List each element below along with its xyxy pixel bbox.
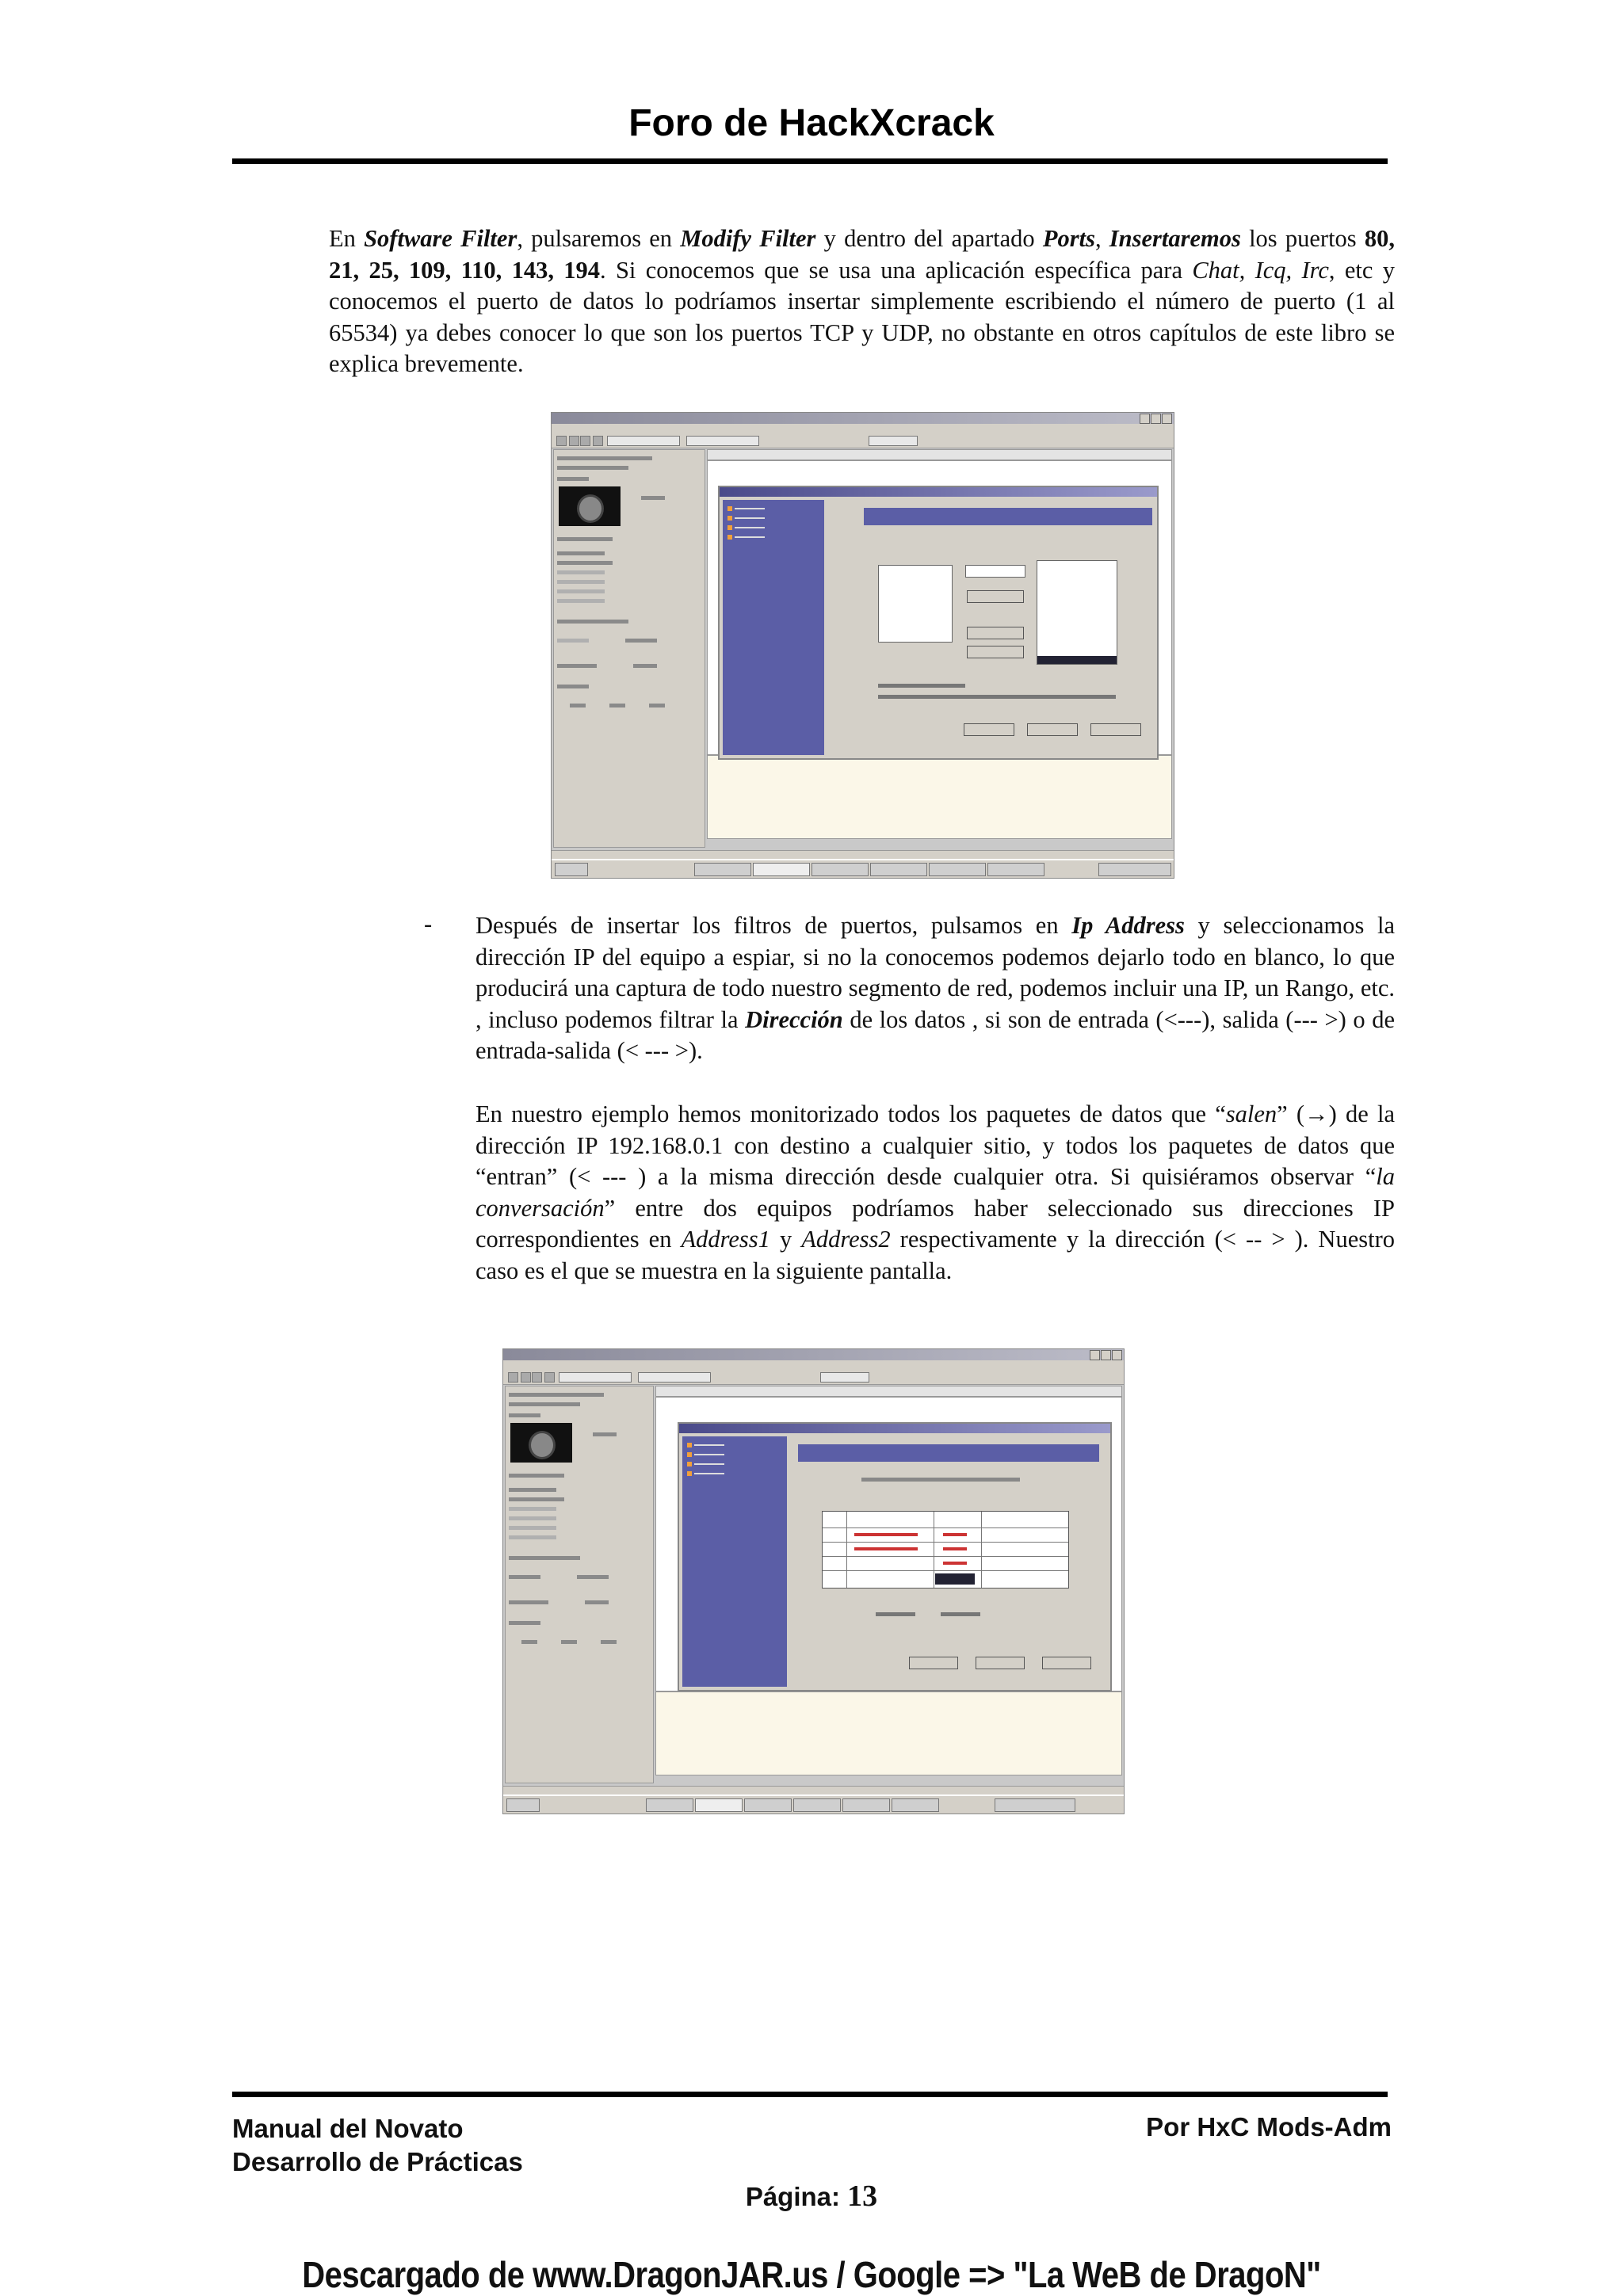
ip-address-panel-heading <box>798 1444 1099 1462</box>
windows-taskbar <box>552 859 1174 878</box>
header-rule <box>232 158 1388 164</box>
dialog-titlebar <box>720 487 1157 497</box>
ip-address-table <box>822 1511 1069 1589</box>
paragraph-example: En nuestro ejemplo hemos monitorizado todos los paquetes de datos que “salen” (→) de la dirección IP 192.168.0.1 con destino a cualquier sitio, y todos los paquetes de datos que “entran” (< --- ) a la misma dirección desde cualquier otra. Si quisiéramos observar “la conversación” entre dos equipos podríamos haber seleccionado sus direcciones IP correspondientes en Address1 y Address2 respectivamente y la dirección (< -- > ). Nuestro caso es el que se muestra en la siguiente pantalla. <box>475 1100 1395 1284</box>
capture-side-panel <box>505 1386 654 1783</box>
custom-port-input <box>965 565 1025 578</box>
dialog-titlebar <box>679 1424 1110 1433</box>
page-header-title: Foro de HackXcrack <box>628 102 995 144</box>
toolbar <box>552 433 1174 448</box>
menu-bar <box>503 1360 1124 1370</box>
bullet-dash: - <box>424 910 433 937</box>
download-credit: Descargado de www.DragonJAR.us / Google => "La WeB de DragoN" <box>302 2255 1321 2296</box>
page-number: Página: 13 <box>745 2180 878 2213</box>
screenshot-ports-filter <box>551 412 1174 879</box>
packet-detail-pane <box>707 755 1172 839</box>
menu-bar <box>552 424 1174 433</box>
window-titlebar <box>503 1349 1124 1360</box>
status-bar <box>552 850 1174 859</box>
footer-left <box>232 2112 523 2179</box>
paragraph-ip-address: Después de insertar los filtros de puertos, pulsamos en Ip Address y seleccionamos la dirección IP del equipo a espiar, si no la conocemos podemos dejarlo todo en blanco, lo que producirá una captura de todo nuestro segmento de red, podemos incluir una IP, un Rango, etc. , incluso podemos filtrar la Dirección de los datos , si son de entrada (<---), salida (--- >) o de entrada-salida (< --- >). <box>475 912 1395 1064</box>
well-known-ports-list <box>1037 560 1117 665</box>
software-filter-dialog <box>718 486 1159 760</box>
window-buttons <box>1140 414 1172 424</box>
window-titlebar <box>552 413 1174 424</box>
footer-manual-title: Manual del Novato <box>232 2114 464 2143</box>
footer-section-title: Desarrollo de Prácticas <box>232 2147 523 2176</box>
ports-panel-heading <box>864 508 1152 525</box>
footer-rule <box>232 2092 1388 2097</box>
window-buttons <box>1090 1350 1122 1360</box>
status-bar <box>503 1786 1124 1794</box>
filtered-ports-list <box>878 565 953 643</box>
paragraph-software-filter: En Software Filter, pulsaremos en Modify Filter y dentro del apartado Ports, Insertaremos los puertos 80, 21, 25, 109, 110, 143, 194. Si conocemos que se usa una aplicación específica para Chat, Icq, Irc, etc y conocemos el puerto de datos lo podríamos insertar simplemente escribiendo el número de puerto (1 al 65534) ya debes conocer lo que son los puertos TCP y UDP, no obstante en otros capítulos de este libro se explica brevemente. <box>329 225 1395 377</box>
capture-side-panel <box>553 449 705 848</box>
software-filter-dialog <box>678 1422 1112 1691</box>
filter-category-list <box>723 500 824 755</box>
packet-grid-header <box>655 1386 1122 1397</box>
packet-grid-header <box>707 449 1172 460</box>
packet-detail-pane <box>655 1691 1122 1775</box>
toolbar <box>503 1370 1124 1385</box>
screenshot-ip-address-filter <box>502 1348 1125 1814</box>
windows-taskbar <box>503 1794 1124 1814</box>
filter-category-list <box>682 1436 787 1687</box>
footer-author: Por HxC Mods-Adm <box>1146 2112 1392 2142</box>
